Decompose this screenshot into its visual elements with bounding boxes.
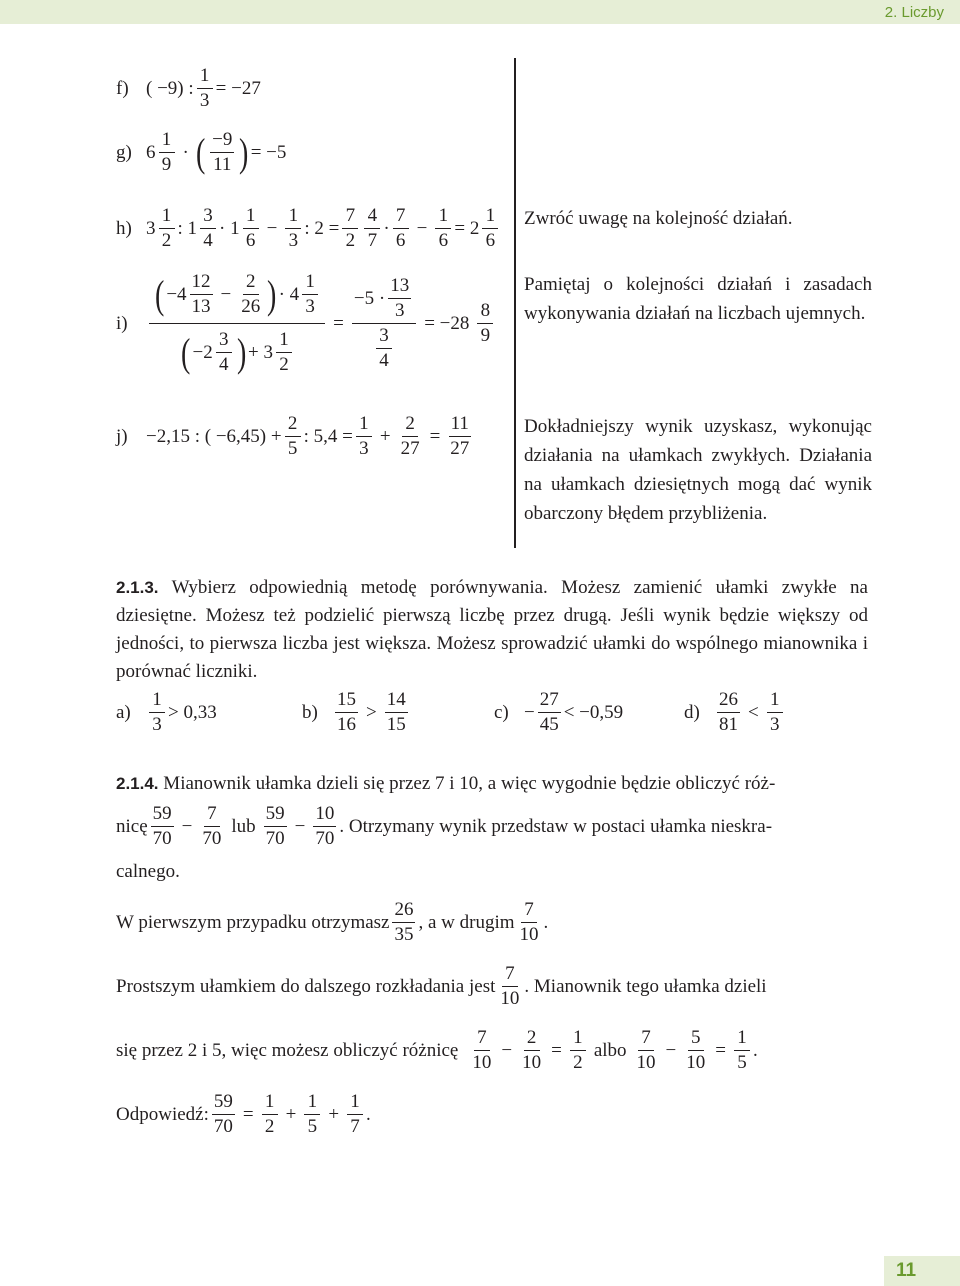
numerator: 3	[216, 328, 232, 353]
numerator: 7	[502, 962, 518, 987]
label: g)	[116, 141, 132, 163]
exercise-number: 2.1.3.	[116, 578, 159, 597]
denominator: 11	[213, 154, 232, 175]
fraction	[304, 1090, 320, 1139]
denominator: 5	[307, 1116, 318, 1137]
text: nicę	[116, 815, 148, 837]
numerator: 14	[385, 688, 408, 713]
numerator: 1	[262, 1090, 278, 1115]
text: lub	[231, 815, 256, 837]
right-paren: )	[236, 329, 247, 375]
exercise-2-1-4-line2	[116, 802, 772, 851]
denominator: 27	[400, 438, 420, 459]
fraction	[435, 204, 451, 253]
fraction	[684, 1026, 707, 1075]
denominator: 2	[279, 354, 289, 375]
exercise-g	[116, 128, 286, 177]
page-number: 11	[896, 1260, 917, 1281]
denominator: 10	[472, 1052, 492, 1073]
fraction	[767, 688, 783, 737]
fraction	[520, 1026, 543, 1075]
denominator: 2	[573, 1052, 583, 1073]
numerator: 1	[197, 64, 213, 89]
fraction	[385, 688, 408, 737]
numerator: 1	[570, 1026, 586, 1051]
fraction	[448, 412, 471, 461]
denominator: 3	[288, 230, 299, 251]
expr-text: ·	[182, 141, 189, 163]
fraction	[200, 204, 216, 253]
fraction	[262, 1090, 278, 1139]
numerator: 1	[276, 328, 292, 353]
label: a)	[116, 701, 131, 723]
exercise-f	[116, 64, 261, 113]
numerator: 1	[767, 688, 783, 713]
numerator: 5	[688, 1026, 704, 1051]
denominator: 7	[367, 230, 378, 251]
label: i)	[116, 312, 128, 334]
numerator: −9	[210, 128, 234, 153]
plus: +	[285, 1103, 297, 1125]
relation: <	[748, 701, 759, 723]
denominator: 16	[337, 714, 356, 735]
expr-text: −5 ·	[353, 287, 386, 309]
text: . Mianownik tego ułamka dzieli	[524, 975, 767, 997]
expr-text: ( −9) :	[146, 77, 194, 99]
fraction	[285, 204, 301, 253]
numerator: 1	[482, 204, 498, 229]
denominator: 10	[519, 924, 539, 945]
numerator: 1	[356, 412, 372, 437]
sign: −	[524, 701, 535, 723]
expr-text: −2,15 : ( −6,45) +	[146, 425, 282, 447]
expr-text: = −28	[424, 312, 470, 334]
left-paren: (	[181, 329, 191, 375]
text: , a w drugim	[418, 911, 515, 933]
fraction	[364, 204, 380, 253]
label: h)	[116, 217, 132, 239]
fraction	[190, 270, 213, 319]
numerator: 2	[524, 1026, 540, 1051]
denominator: 70	[213, 1116, 233, 1137]
denominator: 2	[345, 230, 356, 251]
expr-text: · 4	[278, 283, 300, 305]
exercise-number: 2.1.4.	[116, 774, 159, 793]
fraction	[470, 1026, 493, 1075]
numerator: 3	[200, 204, 216, 229]
complex-fraction	[352, 274, 416, 373]
equals: =	[715, 1039, 726, 1061]
exercise-2-1-4-line3: calnego.	[116, 861, 180, 882]
label: b)	[302, 701, 318, 723]
numerator	[352, 274, 416, 324]
fraction	[243, 204, 259, 253]
denominator: 5	[287, 438, 298, 459]
expr-text: = −5	[250, 141, 287, 163]
numerator: 59	[212, 1090, 235, 1115]
expr-text: ·	[383, 217, 390, 239]
exercise-text: Mianownik ułamka dzieli się przez 7 i 10, a więc wygodnie będzie obliczyć róż-	[163, 773, 776, 794]
text: W pierwszym przypadku otrzymasz	[116, 911, 390, 933]
minus: −	[294, 815, 306, 837]
header-bar	[0, 0, 960, 24]
fraction	[393, 204, 409, 253]
denominator: 6	[485, 230, 496, 251]
relation: > 0,33	[168, 701, 217, 723]
denominator: 6	[438, 230, 449, 251]
label: c)	[494, 701, 509, 723]
numerator: 7	[204, 802, 220, 827]
numerator: 1	[159, 204, 175, 229]
numerator: 1	[159, 128, 175, 153]
denominator: 15	[386, 714, 406, 735]
compare-c	[494, 688, 623, 737]
numerator: 7	[521, 898, 537, 923]
expr-text: −	[220, 283, 232, 305]
denominator: 10	[522, 1052, 542, 1073]
fraction	[356, 412, 372, 461]
denominator: 9	[480, 325, 491, 346]
numerator: 10	[313, 802, 336, 827]
compare-a	[116, 688, 217, 737]
fraction	[239, 270, 262, 319]
numerator: 11	[449, 412, 471, 437]
fraction	[216, 328, 232, 377]
answer-line	[116, 1090, 371, 1139]
numerator: 8	[477, 299, 493, 324]
denominator: 10	[686, 1052, 706, 1073]
numerator: 1	[243, 204, 259, 229]
complex-fraction	[149, 270, 325, 377]
denominator: 70	[265, 828, 285, 849]
expr-text: =	[429, 425, 441, 447]
denominator: 4	[218, 354, 229, 375]
denominator: 70	[202, 828, 222, 849]
denominator: 3	[394, 300, 405, 321]
fraction	[392, 898, 415, 947]
fraction	[347, 1090, 363, 1139]
exercise-h	[116, 204, 501, 253]
denominator: 3	[769, 714, 780, 735]
text: się przez 2 i 5, więc możesz obliczyć różnicę	[116, 1039, 459, 1061]
fraction	[376, 324, 392, 373]
denominator: 2	[161, 230, 172, 251]
numerator: 7	[638, 1026, 654, 1051]
denominator: 7	[350, 1116, 360, 1137]
fraction	[210, 128, 234, 177]
denominator	[175, 324, 299, 377]
chapter-title: 2. Liczby	[884, 4, 944, 21]
note-order: Zwróć uwagę na kolejność działań.	[524, 208, 793, 229]
expr-text: · 1	[219, 217, 240, 239]
whole-part: 6	[146, 141, 156, 163]
fraction	[200, 802, 223, 851]
numerator: 15	[335, 688, 358, 713]
fraction	[498, 962, 521, 1011]
expr-text: −2	[192, 341, 213, 363]
exercise-text: Wybierz odpowiednią metodę porównywania. Możesz zamienić ułamki zwykłe na dziesiętne. Możesz też podzielić pierwszą liczbę przez drugą. Jeśli wynik będzie większy od jedności, to pierwsza liczba jest większa. Możesz sprowadzić ułamki do wspólnego mianownika i porównać liczniki.	[116, 577, 868, 682]
expr-text: = −27	[215, 77, 261, 99]
denominator: 70	[152, 828, 172, 849]
fraction	[482, 204, 498, 253]
numerator: 59	[264, 802, 287, 827]
fraction	[399, 412, 422, 461]
numerator: 7	[474, 1026, 490, 1051]
fraction	[635, 1026, 658, 1075]
fraction	[477, 299, 493, 348]
fraction	[734, 1026, 750, 1075]
fraction	[197, 64, 213, 113]
plus: +	[328, 1103, 340, 1125]
expr-text: : 5,4 =	[303, 425, 353, 447]
expr-text: = 2	[454, 217, 480, 239]
denominator: 45	[539, 714, 559, 735]
numerator: 1	[304, 1090, 320, 1115]
numerator: 26	[392, 898, 415, 923]
compare-d	[684, 688, 786, 737]
numerator: 7	[393, 204, 409, 229]
expr-text: −	[416, 217, 428, 239]
fraction	[302, 270, 318, 319]
denominator: 6	[395, 230, 406, 251]
text: . Otrzymany wynik przedstaw w postaci ułamka nieskra-	[339, 815, 773, 837]
difference-line	[116, 1026, 758, 1075]
expr-text: : 1	[177, 217, 198, 239]
numerator: 2	[243, 270, 259, 295]
fraction	[264, 802, 287, 851]
fraction	[717, 688, 740, 737]
minus: −	[665, 1039, 677, 1061]
text: albo	[593, 1039, 627, 1061]
left-paren: (	[154, 271, 165, 317]
exercise-j	[116, 412, 474, 461]
denominator: 70	[315, 828, 335, 849]
numerator: 1	[734, 1026, 750, 1051]
denominator: 2	[264, 1116, 275, 1137]
first-case	[116, 898, 548, 947]
whole-part: 3	[146, 217, 156, 239]
numerator: 3	[376, 324, 392, 349]
denominator: 5	[737, 1052, 747, 1073]
column-divider	[514, 58, 516, 548]
minus: −	[501, 1039, 513, 1061]
numerator: 2	[402, 412, 418, 437]
label: f)	[116, 77, 129, 99]
simpler-fraction	[116, 962, 767, 1011]
numerator: 1	[302, 270, 318, 295]
denominator: 6	[245, 230, 256, 251]
fraction	[159, 204, 175, 253]
denominator: 13	[191, 296, 211, 317]
note-precision: Dokładniejszy wynik uzyskasz, wykonując działania na ułamkach zwykłych. Działania na ułamkach dziesiętnych mogą dać wynik obarczony błędem przybliżenia.	[524, 416, 872, 524]
expr-text: : 2 =	[304, 217, 340, 239]
denominator	[371, 324, 397, 373]
fraction	[518, 898, 541, 947]
numerator: 13	[388, 274, 411, 299]
right-paren: )	[267, 271, 277, 317]
numerator: 7	[342, 204, 358, 229]
fraction	[388, 274, 411, 323]
fraction	[212, 1090, 235, 1139]
equals: =	[242, 1103, 254, 1125]
exercise-2-1-4-line1	[116, 770, 876, 798]
numerator: 4	[364, 204, 380, 229]
text: .	[752, 1039, 758, 1061]
denominator: 3	[359, 438, 369, 459]
denominator: 10	[500, 988, 520, 1009]
fraction	[276, 328, 292, 377]
expr-text: + 3	[248, 341, 273, 363]
expr-text: +	[379, 425, 391, 447]
fraction	[149, 688, 165, 737]
denominator: 27	[450, 438, 470, 459]
denominator: 4	[203, 230, 213, 251]
expr-text: −	[266, 217, 278, 239]
fraction	[159, 128, 175, 177]
denominator: 3	[152, 714, 162, 735]
label: j)	[116, 425, 128, 447]
text: Prostszym ułamkiem do dalszego rozkładania jest	[116, 975, 496, 997]
page-number-box	[884, 1256, 960, 1286]
expr-text: −4	[166, 283, 187, 305]
numerator: 1	[435, 204, 451, 229]
fraction	[570, 1026, 586, 1075]
fraction	[285, 412, 301, 461]
relation: >	[366, 701, 377, 723]
fraction	[342, 204, 358, 253]
fraction	[335, 688, 358, 737]
numerator: 27	[538, 688, 561, 713]
note-rules: Pamiętaj o kolejności działań i zasadach wykonywania działań na liczbach ujemnych.	[524, 274, 872, 324]
left-paren: (	[195, 129, 206, 175]
numerator: 1	[285, 204, 301, 229]
label: d)	[684, 701, 700, 723]
fraction	[538, 688, 561, 737]
numerator: 59	[151, 802, 174, 827]
text: .	[543, 911, 549, 933]
compare-b	[302, 688, 411, 737]
equals: =	[551, 1039, 562, 1061]
numerator: 1	[149, 688, 165, 713]
denominator: 35	[394, 924, 414, 945]
denominator: 3	[199, 90, 210, 111]
answer-label: Odpowiedź:	[116, 1103, 209, 1125]
denominator: 4	[379, 350, 389, 371]
numerator: 12	[190, 270, 213, 295]
numerator	[149, 270, 325, 324]
relation: < −0,59	[563, 701, 624, 723]
fraction	[313, 802, 336, 851]
minus: −	[181, 815, 193, 837]
fraction	[151, 802, 174, 851]
denominator: 3	[305, 296, 315, 317]
text: .	[366, 1103, 371, 1125]
denominator: 81	[719, 714, 738, 735]
numerator: 1	[347, 1090, 363, 1115]
exercise-2-1-3	[116, 574, 868, 686]
numerator: 26	[717, 688, 740, 713]
denominator: 9	[161, 154, 172, 175]
expr-text: =	[333, 312, 344, 334]
denominator: 26	[241, 296, 261, 317]
right-paren: )	[239, 129, 249, 175]
exercise-i	[116, 270, 496, 377]
denominator: 10	[636, 1052, 656, 1073]
numerator: 2	[285, 412, 301, 437]
